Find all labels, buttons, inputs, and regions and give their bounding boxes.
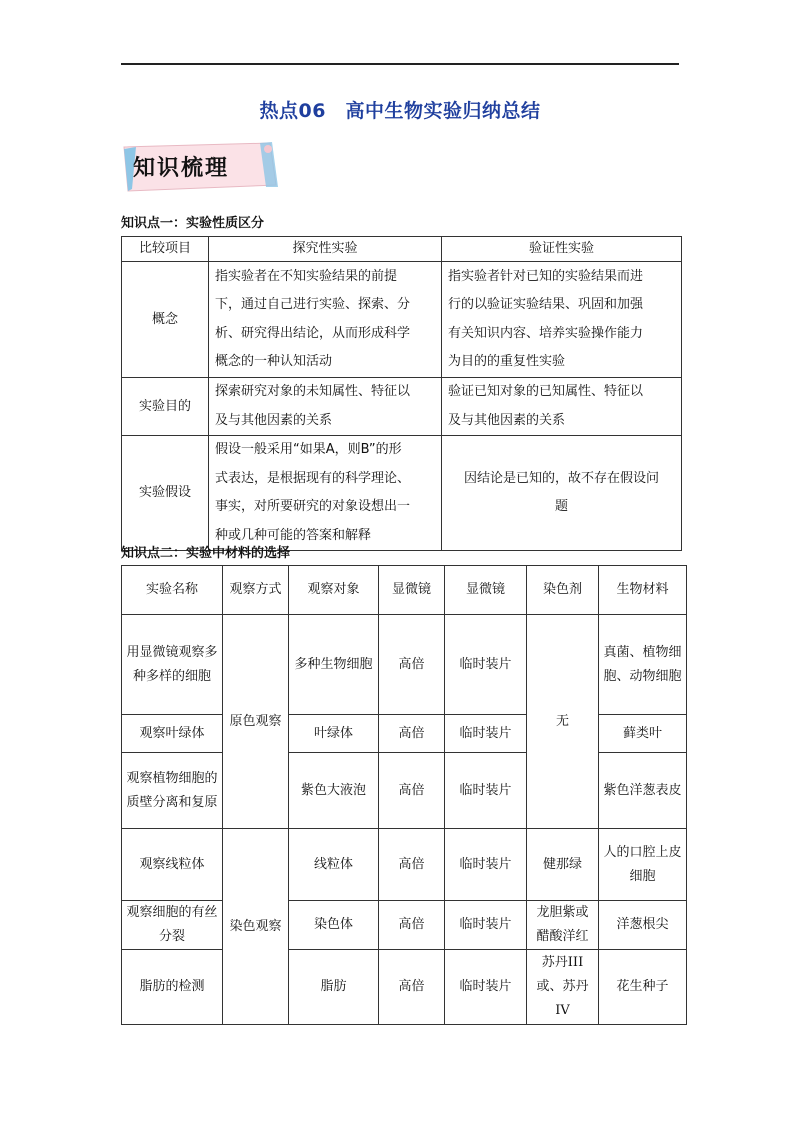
observation-method: 染色观察 bbox=[223, 829, 289, 1025]
experiment-name: 观察植物细胞的质壁分离和复原 bbox=[122, 753, 223, 829]
microscope-cell: 高倍 bbox=[379, 901, 445, 950]
cell-line: 析、研究得出结论，从而形成科学 bbox=[215, 325, 411, 341]
material-cell: 紫色洋葱表皮 bbox=[599, 753, 687, 829]
observation-method: 原色观察 bbox=[223, 615, 289, 829]
observation-object: 叶绿体 bbox=[289, 715, 379, 753]
experiment-name: 用显微镜观察多种多样的细胞 bbox=[122, 615, 223, 715]
header-cell: 比较项目 bbox=[122, 237, 209, 262]
microscope-cell: 临时装片 bbox=[445, 715, 527, 753]
experiment-name: 脂肪的检测 bbox=[122, 950, 223, 1025]
cell-line: 探索研究对象的未知属性、特征以 bbox=[215, 384, 411, 399]
microscope-cell: 高倍 bbox=[379, 715, 445, 753]
material-cell: 人的口腔上皮细胞 bbox=[599, 829, 687, 901]
observation-object: 多种生物细胞 bbox=[289, 615, 379, 715]
microscope-cell: 临时装片 bbox=[445, 615, 527, 715]
microscope-cell: 高倍 bbox=[379, 829, 445, 901]
materials-table bbox=[121, 565, 687, 1025]
table-cell bbox=[442, 378, 682, 436]
header-cell: 生物材料 bbox=[599, 566, 687, 615]
cell-line: 种或几种可能的答案和解释 bbox=[215, 527, 372, 543]
table-cell bbox=[209, 378, 442, 436]
cell-line: 及与其他因素的关系 bbox=[448, 412, 566, 428]
microscope-cell: 高倍 bbox=[379, 753, 445, 829]
row-label: 实验假设 bbox=[122, 436, 209, 551]
header-cell: 探究性实验 bbox=[209, 237, 442, 262]
header-cell: 显微镜 bbox=[445, 566, 527, 615]
header-cell: 观察方式 bbox=[223, 566, 289, 615]
experiment-name: 观察线粒体 bbox=[122, 829, 223, 901]
header-cell: 验证性实验 bbox=[442, 237, 682, 262]
experiment-name: 观察细胞的有丝分裂 bbox=[122, 901, 223, 950]
cell-line: 指实验者在不知实验结果的前提 bbox=[215, 268, 398, 284]
cell-line: 有关知识内容、培养实验操作能力 bbox=[448, 325, 644, 341]
material-cell: 花生种子 bbox=[599, 950, 687, 1025]
cell-line: 事实，对所要研究的对象设想出一 bbox=[215, 499, 411, 514]
experiment-nature-table bbox=[121, 236, 682, 551]
stain-cell: 苏丹III或、苏丹IV bbox=[527, 950, 599, 1025]
material-cell: 洋葱根尖 bbox=[599, 901, 687, 950]
header-cell: 观察对象 bbox=[289, 566, 379, 615]
row-label: 实验目的 bbox=[122, 378, 209, 436]
material-cell: 真菌、植物细胞、动物细胞 bbox=[599, 615, 687, 715]
cell-line: 概念的一种认知活动 bbox=[215, 354, 333, 369]
table-cell bbox=[209, 436, 442, 551]
page-title: 热点06 高中生物实验归纳总结 bbox=[259, 100, 541, 122]
section2-heading: 知识点二：实验中材料的选择 bbox=[121, 546, 291, 561]
microscope-cell: 高倍 bbox=[379, 615, 445, 715]
table-cell bbox=[209, 262, 442, 378]
observation-object: 线粒体 bbox=[289, 829, 379, 901]
cell-line: 及与其他因素的关系 bbox=[215, 412, 333, 428]
stain-cell: 龙胆紫或醋酸洋红 bbox=[527, 901, 599, 950]
table-cell bbox=[442, 262, 682, 378]
row-label: 概念 bbox=[122, 262, 209, 378]
cell-line: 指实验者针对已知的实验结果而进 bbox=[448, 268, 644, 284]
microscope-cell: 临时装片 bbox=[445, 753, 527, 829]
top-rule bbox=[121, 63, 679, 65]
cell-line: 为目的的重复性实验 bbox=[448, 354, 566, 369]
header-cell: 染色剂 bbox=[527, 566, 599, 615]
banner-text: 知识梳理 bbox=[133, 155, 230, 181]
cell-line: 行的以验证实验结果、巩固和加强 bbox=[448, 297, 644, 312]
microscope-cell: 临时装片 bbox=[445, 829, 527, 901]
cell-line: 假设一般采用“如果A，则B”的形 bbox=[215, 442, 402, 457]
header-cell: 实验名称 bbox=[122, 566, 223, 615]
stain-cell: 无 bbox=[527, 615, 599, 829]
cell-line: 因结论是已知的，故不存在假设问 bbox=[463, 470, 659, 486]
material-cell: 藓类叶 bbox=[599, 715, 687, 753]
table-cell bbox=[442, 436, 682, 551]
observation-object: 脂肪 bbox=[289, 950, 379, 1025]
experiment-name: 观察叶绿体 bbox=[122, 715, 223, 753]
cell-line: 验证已知对象的已知属性、特征以 bbox=[448, 384, 644, 399]
cell-line: 题 bbox=[554, 499, 568, 514]
stain-cell: 健那绿 bbox=[527, 829, 599, 901]
section1-heading: 知识点一：实验性质区分 bbox=[121, 216, 265, 231]
microscope-cell: 高倍 bbox=[379, 950, 445, 1025]
microscope-cell: 临时装片 bbox=[445, 901, 527, 950]
observation-object: 紫色大液泡 bbox=[289, 753, 379, 829]
cell-line: 下，通过自己进行实验、探索、分 bbox=[215, 297, 411, 312]
header-cell: 显微镜 bbox=[379, 566, 445, 615]
observation-object: 染色体 bbox=[289, 901, 379, 950]
cell-line: 式表达，是根据现有的科学理论、 bbox=[215, 470, 411, 486]
microscope-cell: 临时装片 bbox=[445, 950, 527, 1025]
